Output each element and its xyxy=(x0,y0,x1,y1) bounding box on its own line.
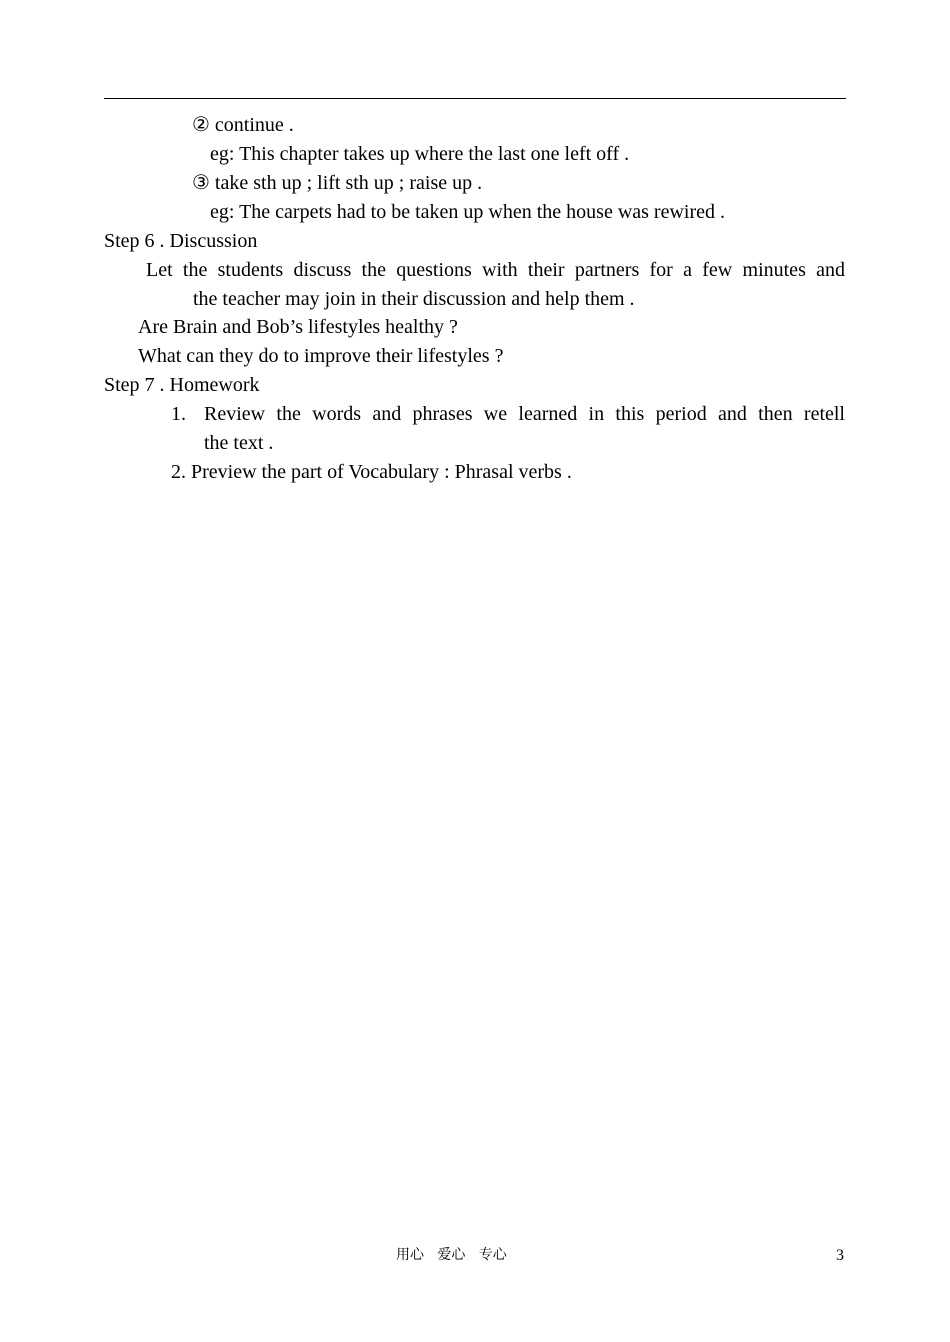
homework-item-1-number: 1. xyxy=(171,403,186,425)
homework-item-1-line1: Review the words and phrases we learned in this period and then retell xyxy=(204,403,845,425)
step6-paragraph-line1: Let the students discuss the questions with their partners for a few minutes and xyxy=(146,259,845,281)
example-sentence-2: eg: The carpets had to be taken up when the house was rewired . xyxy=(210,201,726,223)
sense-take-up: ③ take sth up ; lift sth up ; raise up . xyxy=(192,172,483,194)
example-sentence-1: eg: This chapter takes up where the last one left off . xyxy=(210,143,630,165)
step6-paragraph-line2: the teacher may join in their discussion and help them . xyxy=(193,288,635,310)
sense-continue: ② continue . xyxy=(192,114,294,136)
header-rule xyxy=(104,98,846,99)
page-number: 3 xyxy=(836,1247,844,1264)
discussion-question-1: Are Brain and Bob’s lifestyles healthy ? xyxy=(138,316,458,338)
homework-item-2: 2. Preview the part of Vocabulary : Phrasal verbs . xyxy=(171,461,572,483)
footer-motto: 用心 爱心 专心 xyxy=(396,1247,507,1263)
discussion-question-2: What can they do to improve their lifestyles ? xyxy=(138,345,504,367)
step6-heading: Step 6 . Discussion xyxy=(104,230,258,252)
homework-item-1-line2: the text . xyxy=(204,432,274,454)
step7-heading: Step 7 . Homework xyxy=(104,374,260,396)
